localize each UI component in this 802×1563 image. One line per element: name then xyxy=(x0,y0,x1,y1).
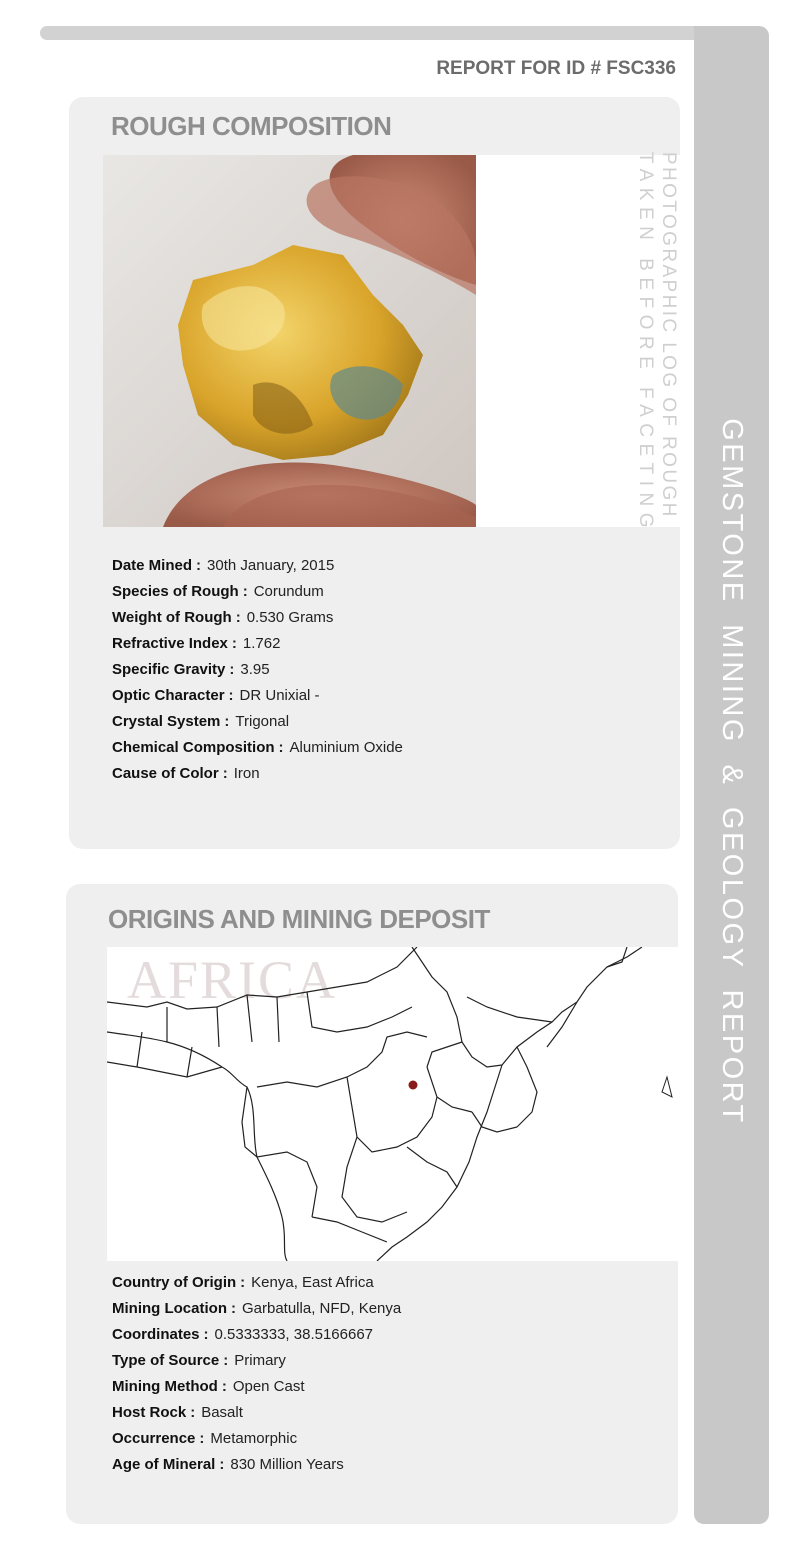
fact-label: Age of Mineral xyxy=(112,1456,216,1473)
fact-value: Primary xyxy=(234,1352,286,1369)
fact-value: 0.5333333, 38.5166667 xyxy=(214,1326,374,1343)
fact-value: Basalt xyxy=(201,1404,243,1421)
fact-value: Corundum xyxy=(253,583,324,600)
fact-row: Type of Source : Primary xyxy=(112,1352,286,1369)
fact-label: Specific Gravity xyxy=(112,661,226,678)
africa-map xyxy=(107,947,678,1261)
fact-value: 0.530 Grams xyxy=(246,609,334,626)
fact-row: Mining Method : Open Cast xyxy=(112,1378,305,1395)
fact-row: Chemical Composition : Aluminium Oxide xyxy=(112,739,403,756)
origins-facts-list xyxy=(112,1273,401,1481)
fact-label: Type of Source xyxy=(112,1352,220,1369)
fact-row: Crystal System : Trigonal xyxy=(112,713,290,730)
fact-row: Date Mined : 30th January, 2015 xyxy=(112,557,335,574)
fact-label: Optic Character xyxy=(112,687,225,704)
fact-label: Mining Location xyxy=(112,1300,227,1317)
fact-row: Cause of Color : Iron xyxy=(112,765,260,782)
fact-value: 1.762 xyxy=(242,635,281,652)
rough-photo-area xyxy=(103,151,680,535)
fact-row: Occurrence : Metamorphic xyxy=(112,1430,298,1447)
photo-caption-line1: PHOTOGRAPHIC LOG OF ROUGH xyxy=(658,151,680,519)
fact-label: Mining Method xyxy=(112,1378,218,1395)
fact-value: Kenya, East Africa xyxy=(251,1274,374,1291)
fact-value: Iron xyxy=(233,765,260,782)
fact-label: Crystal System xyxy=(112,713,221,730)
map-watermark: AFRICA xyxy=(127,950,338,1010)
fact-label: Refractive Index xyxy=(112,635,228,652)
fact-value: 30th January, 2015 xyxy=(207,557,335,574)
fact-row: Weight of Rough : 0.530 Grams xyxy=(112,609,334,626)
fact-row: Refractive Index : 1.762 xyxy=(112,635,281,652)
top-bar xyxy=(40,26,760,40)
fact-value: Open Cast xyxy=(232,1378,305,1395)
fact-label: Weight of Rough xyxy=(112,609,232,626)
fact-row: Mining Location : Garbatulla, NFD, Kenya xyxy=(112,1300,402,1317)
gemstone-illustration xyxy=(103,155,476,527)
fact-value: Metamorphic xyxy=(210,1430,298,1447)
fact-row: Age of Mineral : 830 Million Years xyxy=(112,1456,344,1473)
fact-label: Cause of Color xyxy=(112,765,219,782)
fact-label: Country of Origin xyxy=(112,1274,237,1291)
fact-label: Host Rock xyxy=(112,1404,187,1421)
mining-location-marker xyxy=(409,1081,418,1090)
fact-row: Country of Origin : Kenya, East Africa xyxy=(112,1274,374,1291)
fact-row: Species of Rough : Corundum xyxy=(112,583,324,600)
rough-facts-list xyxy=(112,556,403,790)
fact-label: Coordinates xyxy=(112,1326,200,1343)
fact-row: Optic Character : DR Unixial - xyxy=(112,687,320,704)
photo-caption xyxy=(633,151,681,535)
fact-value: Garbatulla, NFD, Kenya xyxy=(241,1300,402,1317)
photo-caption-line2: TAKEN BEFORE FACETING xyxy=(635,151,657,535)
report-id: REPORT FOR ID # FSC336 xyxy=(436,58,676,79)
fact-label: Occurrence xyxy=(112,1430,196,1447)
side-title: GEMSTONE MINING & GEOLOGY REPORT xyxy=(716,417,748,1125)
fact-value: Aluminium Oxide xyxy=(289,739,403,756)
fact-value: Trigonal xyxy=(235,713,290,730)
rough-gemstone-photo xyxy=(103,155,476,527)
fact-label: Species of Rough xyxy=(112,583,239,600)
fact-value: DR Unixial - xyxy=(239,687,320,704)
fact-row: Host Rock : Basalt xyxy=(112,1404,243,1421)
fact-label: Chemical Composition xyxy=(112,739,275,756)
fact-row: Specific Gravity : 3.95 xyxy=(112,661,270,678)
fact-label: Date Mined xyxy=(112,557,193,574)
rough-composition-title: ROUGH COMPOSITION xyxy=(111,111,392,141)
map-outline xyxy=(107,947,678,1261)
side-title-container xyxy=(694,26,769,1524)
fact-row: Coordinates : 0.5333333, 38.5166667 xyxy=(112,1326,374,1343)
fact-value: 830 Million Years xyxy=(230,1456,344,1473)
fact-value: 3.95 xyxy=(240,661,270,678)
origins-title: ORIGINS AND MINING DEPOSIT xyxy=(108,904,490,934)
